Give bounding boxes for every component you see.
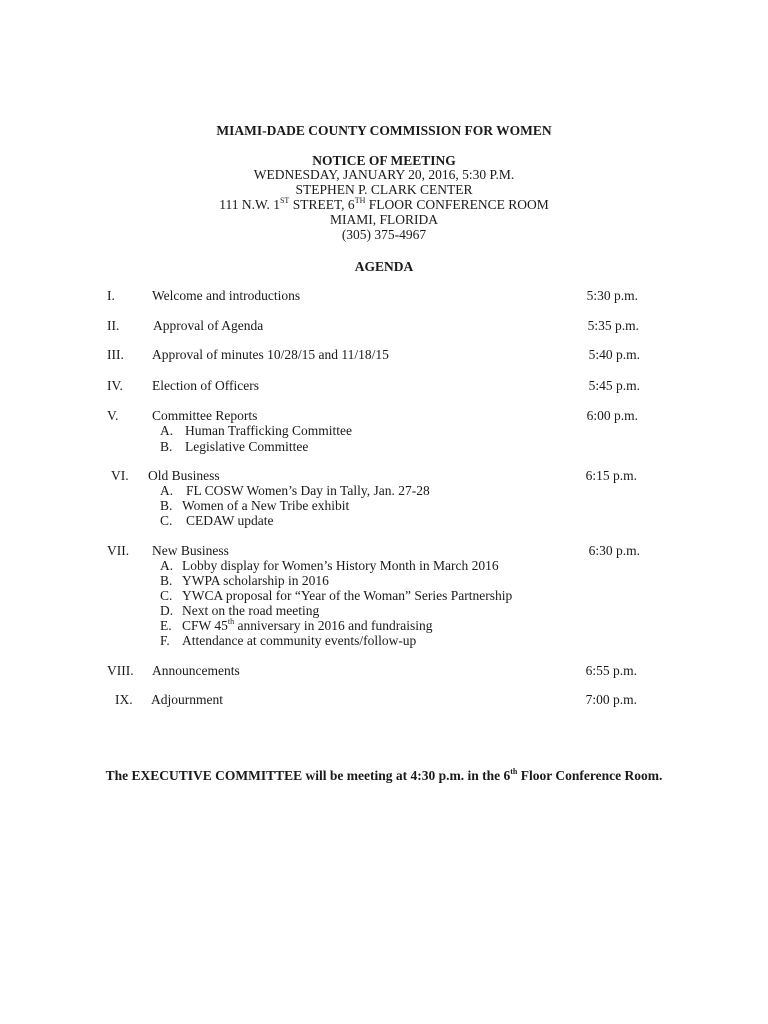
address-part: FLOOR CONFERENCE ROOM (365, 197, 549, 212)
agenda-item-label: Election of Officers (152, 378, 259, 393)
notice-title: NOTICE OF MEETING (312, 153, 456, 168)
footer-superscript: th (510, 766, 518, 776)
agenda-item-time: 6:30 p.m. (588, 543, 640, 558)
sub-item-text: Human Trafficking Committee (185, 423, 352, 438)
agenda-item-label: Approval of Agenda (153, 318, 264, 333)
venue-city: MIAMI, FLORIDA (330, 212, 438, 227)
sub-item-text: Women of a New Tribe exhibit (182, 498, 350, 513)
venue-name: STEPHEN P. CLARK CENTER (295, 182, 473, 197)
sub-item-superscript: th (227, 616, 235, 626)
agenda-item-number: V. (107, 408, 119, 423)
agenda-item-time: 5:45 p.m. (588, 378, 640, 393)
address-superscript: ST (279, 195, 290, 205)
agenda-item-time: 5:40 p.m. (588, 347, 640, 362)
venue-phone: (305) 375-4967 (341, 227, 427, 242)
footer-text-part: Floor Conference Room. (517, 768, 663, 783)
agenda-item-number: IX. (115, 692, 133, 707)
agenda-item-time: 5:35 p.m. (587, 318, 639, 333)
sub-item-letter: C. (160, 588, 173, 603)
agenda-item-time: 7:00 p.m. (585, 692, 637, 707)
footer-text-part: The EXECUTIVE COMMITTEE will be meeting at 4:30 p.m. in the 6 (105, 768, 511, 783)
agenda-item-number: II. (107, 318, 120, 333)
agenda-item-number: VIII. (107, 663, 134, 678)
agenda-item-number: VI. (111, 468, 129, 483)
org-title: MIAMI-DADE COUNTY COMMISSION FOR WOMEN (216, 123, 552, 138)
agenda-item-label: Approval of minutes 10/28/15 and 11/18/15 (152, 347, 389, 362)
sub-item-text: Lobby display for Women’s History Month in March 2016 (182, 558, 499, 573)
sub-item-letter: A. (160, 558, 174, 573)
sub-item-letter: E. (160, 618, 172, 633)
sub-item-letter: C. (160, 513, 173, 528)
sub-item-text (182, 618, 432, 633)
address-part: 111 N.W. 1 (219, 197, 280, 212)
agenda-item-time: 5:30 p.m. (586, 288, 638, 303)
sub-item-text: YWCA proposal for “Year of the Woman” Series Partnership (182, 588, 513, 603)
sub-item-text: Attendance at community events/follow-up (182, 633, 417, 648)
sub-item-letter: B. (160, 439, 173, 454)
agenda-item-label: Adjournment (151, 692, 223, 707)
agenda-item-label: New Business (152, 543, 229, 558)
sub-item-text: FL COSW Women’s Day in Tally, Jan. 27-28 (186, 483, 430, 498)
sub-item-letter: A. (160, 423, 174, 438)
agenda-item-label: Welcome and introductions (152, 288, 301, 303)
agenda-item-time: 6:00 p.m. (586, 408, 638, 423)
agenda-item-number: I. (107, 288, 115, 303)
meeting-date: WEDNESDAY, JANUARY 20, 2016, 5:30 P.M. (253, 167, 515, 182)
agenda-item-time: 6:55 p.m. (585, 663, 637, 678)
sub-item-letter: D. (160, 603, 174, 618)
sub-item-letter: A. (160, 483, 174, 498)
agenda-item-time: 6:15 p.m. (585, 468, 637, 483)
agenda-item-label: Old Business (148, 468, 220, 483)
agenda-item-label: Announcements (152, 663, 240, 678)
agenda-item-number: IV. (107, 378, 123, 393)
venue-address (0, 197, 768, 212)
address-part: STREET, 6 (289, 197, 355, 212)
sub-item-text: YWPA scholarship in 2016 (182, 573, 329, 588)
sub-item-text: CEDAW update (186, 513, 274, 528)
sub-item-letter: B. (160, 498, 173, 513)
sub-item-text: Next on the road meeting (182, 603, 320, 618)
sub-item-text-part: anniversary in 2016 and fundraising (234, 618, 433, 633)
executive-committee-notice (0, 768, 768, 783)
agenda-item-number: VII. (107, 543, 130, 558)
agenda-item-label: Committee Reports (152, 408, 258, 423)
sub-item-letter: F. (160, 633, 170, 648)
sub-item-text-part: CFW 45 (182, 618, 228, 633)
sub-item-letter: B. (160, 573, 173, 588)
address-superscript: TH (354, 195, 366, 205)
agenda-title: AGENDA (354, 259, 414, 274)
agenda-item-number: III. (107, 347, 124, 362)
sub-item-text: Legislative Committee (185, 439, 309, 454)
